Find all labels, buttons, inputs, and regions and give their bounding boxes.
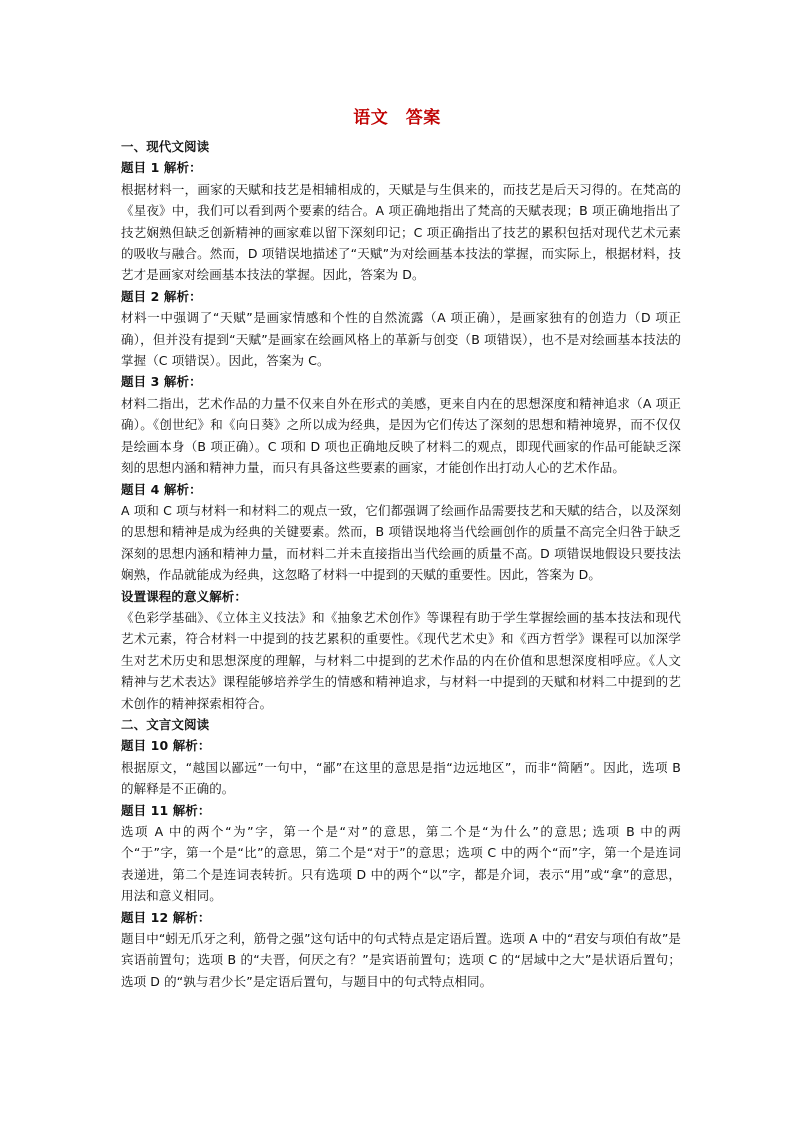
question-3-explanation: 材料二指出，艺术作品的力量不仅来自外在形式的美感，更来自内在的思想深度和精神追求（A 项正确）。《创世纪》和《向日葵》之所以成为经典，是因为它们传达了深刻的思想和精神境界，而不仅仅是绘画本身（B 项正确）。C 项和 D 项也正确地反映了材料二的观点，即现代画家的作品可能缺乏深刻的思想内涵和精神力量，而只有具备这些要素的画家，才能创作出打动人心的艺术作品。 xyxy=(121,395,681,476)
question-3-heading: 题目 3 解析： xyxy=(121,374,202,390)
question-1-explanation: 根据材料一，画家的天赋和技艺是相辅相成的，天赋是与生俱来的，而技艺是后天习得的。在梵高的《星夜》中，我们可以看到两个要素的结合。A 项正确地指出了梵高的天赋表现；B 项正确地指出了技艺娴熟但缺乏创新精神的画家难以留下深刻印记；C 项正确指出了技艺的累积包括对现代艺术元素的吸收与融合。然而，D 项错误地描述了“天赋”为对绘画基本技法的掌握，而实际上，根据材料，技艺才是画家对绘画基本技法的掌握。因此，答案为 D。 xyxy=(121,181,681,283)
section-heading-modern-reading: 一、现代文阅读 xyxy=(121,139,210,154)
question-2-explanation: 材料一中强调了“天赋”是画家情感和个性的自然流露（A 项正确），是画家独有的创造力（D 项正确），但并没有提到“天赋”是画家在绘画风格上的革新与创变（B 项错误），也不是对绘画基本技法的掌握（C 项错误）。因此，答案为 C。 xyxy=(121,310,681,369)
question-1-heading: 题目 1 解析： xyxy=(121,160,202,176)
question-10-heading: 题目 10 解析： xyxy=(121,738,211,754)
question-11-heading: 题目 11 解析： xyxy=(121,802,211,818)
answer-content xyxy=(121,136,681,992)
question-4-heading: 题目 4 解析： xyxy=(121,481,202,497)
course-significance-explanation: 《色彩学基础》、《立体主义技法》和《抽象艺术创作》等课程有助于学生掌握绘画的基本技法和现代艺术元素，符合材料一中提到的技艺累积的重要性。《现代艺术史》和《西方哲学》课程可以加深学生对艺术历史和思想深度的理解，与材料二中提到的艺术作品的内在价值和思想深度相呼应。《人文精神与艺术表达》课程能够培养学生的情感和精神追求，与材料一中提到的天赋和材料二中提到的艺术创作的精神探索相符合。 xyxy=(121,609,681,711)
page-title: 语文 答案 xyxy=(353,108,441,128)
question-12-explanation: 题目中“蚓无爪牙之利，筋骨之强”这句话中的句式特点是定语后置。选项 A 中的“君安与项伯有故”是宾语前置句；选项 B 的“夫晋，何厌之有？”是宾语前置句；选项 C 的“居域中之大”是状语后置句；选项 D 的“孰与君少长”是定语后置句，与题目中的句式特点相同。 xyxy=(121,931,681,989)
question-2-heading: 题目 2 解析： xyxy=(121,288,202,304)
question-11-explanation: 选项 A 中的两个“为”字，第一个是“对”的意思，第二个是“为什么”的意思; 选项 B 中的两个“于”字，第一个是“比”的意思，第二个是“对于”的意思；选项 C 中的两个“而”字，第一个是连词表递进，第二个是连词表转折。只有选项 D 中的两个“以”字，都是介词，表示“用”或“拿”的意思，用法和意义相同。 xyxy=(121,824,681,904)
question-4-explanation: A 项和 C 项与材料一和材料二的观点一致，它们都强调了绘画作品需要技艺和天赋的结合，以及深刻的思想和精神是成为经典的关键要素。然而，B 项错误地将当代绘画创作的质量不高完全归咎于缺乏深刻的思想内涵和精神力量，而材料二并未直接指出当代绘画的质量不高。D 项错误地假设只要技法娴熟，作品就能成为经典，这忽略了材料一中提到的天赋的重要性。因此，答案为 D。 xyxy=(121,502,681,583)
section-heading-classical-reading: 二、文言文阅读 xyxy=(121,716,210,732)
question-12-heading: 题目 12 解析： xyxy=(121,909,211,925)
course-significance-heading: 设置课程的意义解析： xyxy=(121,588,248,604)
question-10-explanation: 根据原文，“越国以鄙远”一句中，“鄙”在这里的意思是指“边远地区”，而非“简陋”。因此，选项 B 的解释是不正确的。 xyxy=(121,759,681,797)
